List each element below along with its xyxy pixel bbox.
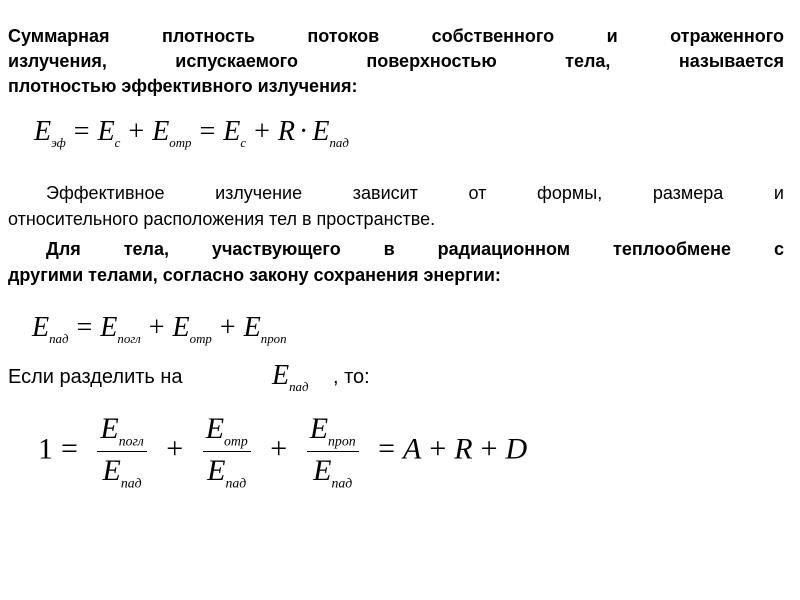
definition-line-1: Суммарная плотность потоков собственного и отраженного xyxy=(8,26,784,46)
conservation-line-1: Для тела, участвующего в радиационном теплообмене с xyxy=(46,239,784,259)
fraction-absorbed: $\frac{E_{погл}}{E_{пад}}$ xyxy=(97,412,146,491)
divide-text-after: , то: xyxy=(333,366,370,388)
fraction-transmitted: $\frac{E_{проп}}{E_{пад}}$ xyxy=(307,412,359,491)
definition-line-2: излучения, испускаемого поверхностью тела, называется xyxy=(8,51,784,71)
formula-incident: $E_{пад}$ xyxy=(272,360,309,395)
formula-effective-radiation: $E_{эф} = E_с + E_{отр} = E_с + R \cdot E_{пад}$ xyxy=(34,116,349,151)
conservation-line-2: другими телами, согласно закону сохранения энергии: xyxy=(8,265,501,285)
divide-text-before: Если разделить на xyxy=(8,366,183,388)
definition-paragraph xyxy=(8,24,784,99)
effective-radiation-paragraph xyxy=(8,180,784,232)
effective-line-1: Эффективное излучение зависит от формы, размера и xyxy=(46,183,784,203)
energy-conservation-paragraph xyxy=(8,236,784,288)
effective-line-2: относительного расположения тел в пространстве. xyxy=(8,209,436,229)
fraction-reflected: $\frac{E_{отр}}{E_{пад}}$ xyxy=(203,412,251,491)
formula-normalized: 1 = $\frac{E_{погл}}{E_{пад}}$ + $\frac{E_{отр}}{E_{пад}}$ + $\frac{E_{проп}}{E_{пад}}$ = A + R + D xyxy=(38,412,528,491)
definition-line-3: плотностью эффективного излучения: xyxy=(8,76,358,96)
formula-energy-balance: $E_{пад} = E_{погл} + E_{отр} + E_{проп}$ xyxy=(32,312,287,347)
